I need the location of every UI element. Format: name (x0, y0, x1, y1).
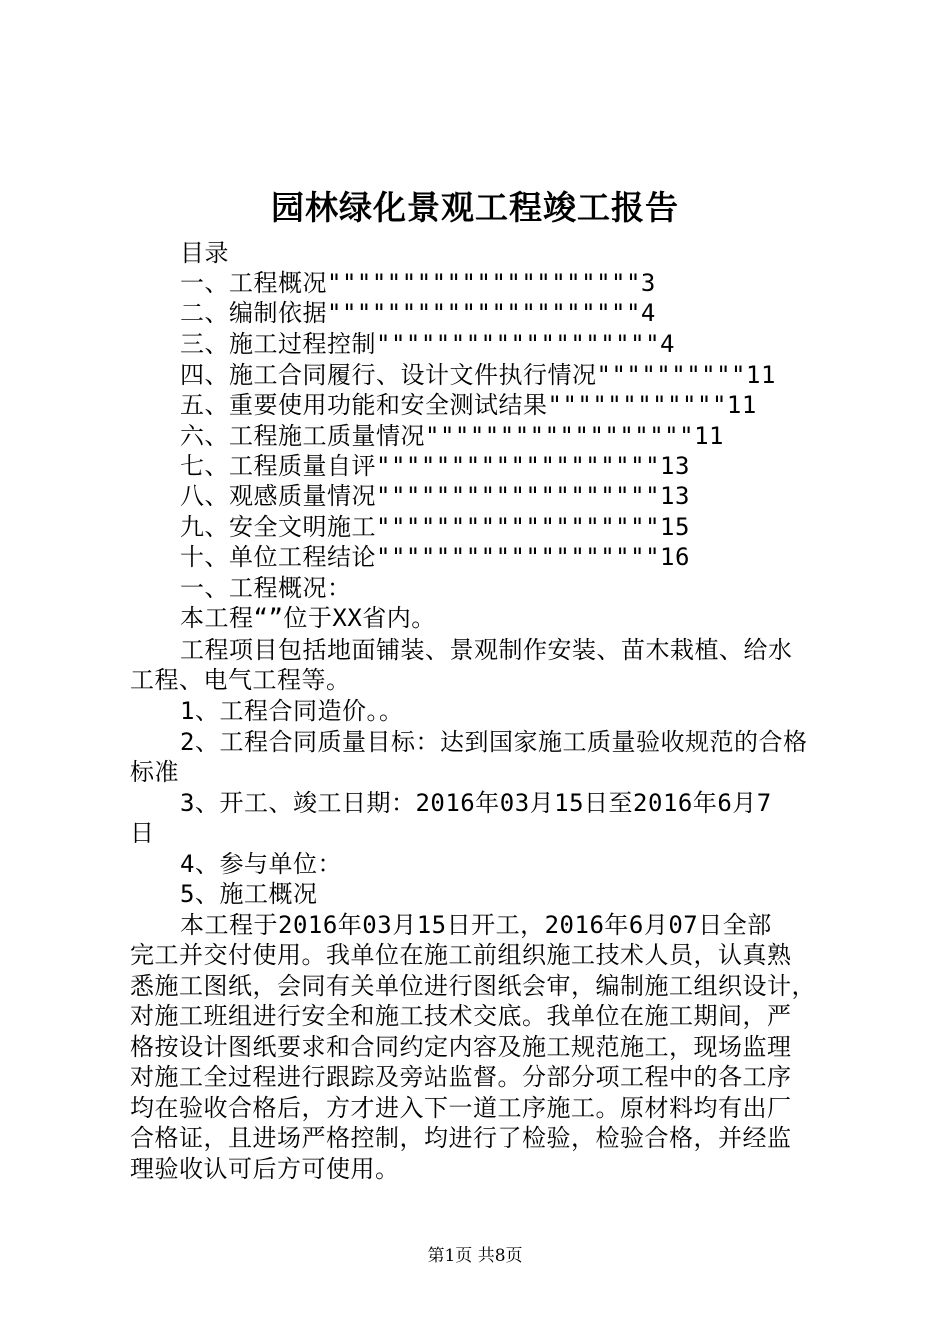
paragraph-line: 日 (130, 819, 155, 847)
paragraph-line: 悉施工图纸，会同有关单位进行图纸会审，编制施工组织设计， (130, 972, 816, 1000)
paragraph-line: 合格证，且进场严格控制，均进行了检验，检验合格，并经监 (130, 1124, 792, 1152)
paragraph-line: 5、施工概况 (180, 880, 318, 908)
toc-item: 九、安全文明施工"""""""""""""""""""15 (180, 513, 690, 541)
paragraph-line: 格按设计图纸要求和合同约定内容及施工规范施工，现场监理 (130, 1033, 792, 1061)
paragraph-line: 本工程于2016年03月15日开工，2016年6月07日全部 (180, 911, 772, 939)
section-heading: 一、工程概况： (180, 574, 352, 602)
paragraph-line: 3、开工、竣工日期：2016年03月15日至2016年6月7 (180, 789, 772, 817)
toc-item: 五、重要使用功能和安全测试结果""""""""""""11 (180, 391, 757, 419)
toc-item: 六、工程施工质量情况""""""""""""""""""11 (180, 422, 724, 450)
paragraph-line: 工程项目包括地面铺装、景观制作安装、苗木栽植、给水 (180, 636, 793, 664)
paragraph-line: 2、工程合同质量目标：达到国家施工质量验收规范的合格 (180, 728, 808, 756)
paragraph-line: 对施工全过程进行跟踪及旁站监督。分部分项工程中的各工序 (130, 1063, 792, 1091)
toc-item: 十、单位工程结论"""""""""""""""""""16 (180, 543, 690, 571)
paragraph-line: 对施工班组进行安全和施工技术交底。我单位在施工期间，严 (130, 1002, 792, 1030)
paragraph-line: 本工程“”位于XX省内。 (180, 604, 436, 632)
paragraph-line: 完工并交付使用。我单位在施工前组织施工技术人员，认真熟 (130, 941, 792, 969)
toc-item: 二、编制依据"""""""""""""""""""""4 (180, 299, 656, 327)
paragraph-line: 工程、电气工程等。 (130, 666, 351, 694)
toc-heading: 目录 (180, 239, 229, 267)
paragraph-line: 1、工程合同造价。。 (180, 697, 404, 725)
document-title: 园林绿化景观工程竣工报告 (271, 188, 679, 227)
toc-item: 七、工程质量自评"""""""""""""""""""13 (180, 452, 690, 480)
paragraph-line: 均在验收合格后，方才进入下一道工序施工。原材料均有出厂 (130, 1094, 792, 1122)
toc-item: 一、工程概况"""""""""""""""""""""3 (180, 269, 656, 297)
paragraph-line: 理验收认可后方可使用。 (130, 1155, 400, 1183)
toc-item: 三、施工过程控制"""""""""""""""""""4 (180, 330, 675, 358)
page-footer: 第1页 共8页 (427, 1246, 523, 1266)
toc-item: 八、观感质量情况"""""""""""""""""""13 (180, 482, 690, 510)
paragraph-line: 标准 (130, 758, 179, 786)
toc-item: 四、施工合同履行、设计文件执行情况""""""""""11 (180, 361, 776, 389)
paragraph-line: 4、参与单位： (180, 850, 342, 878)
